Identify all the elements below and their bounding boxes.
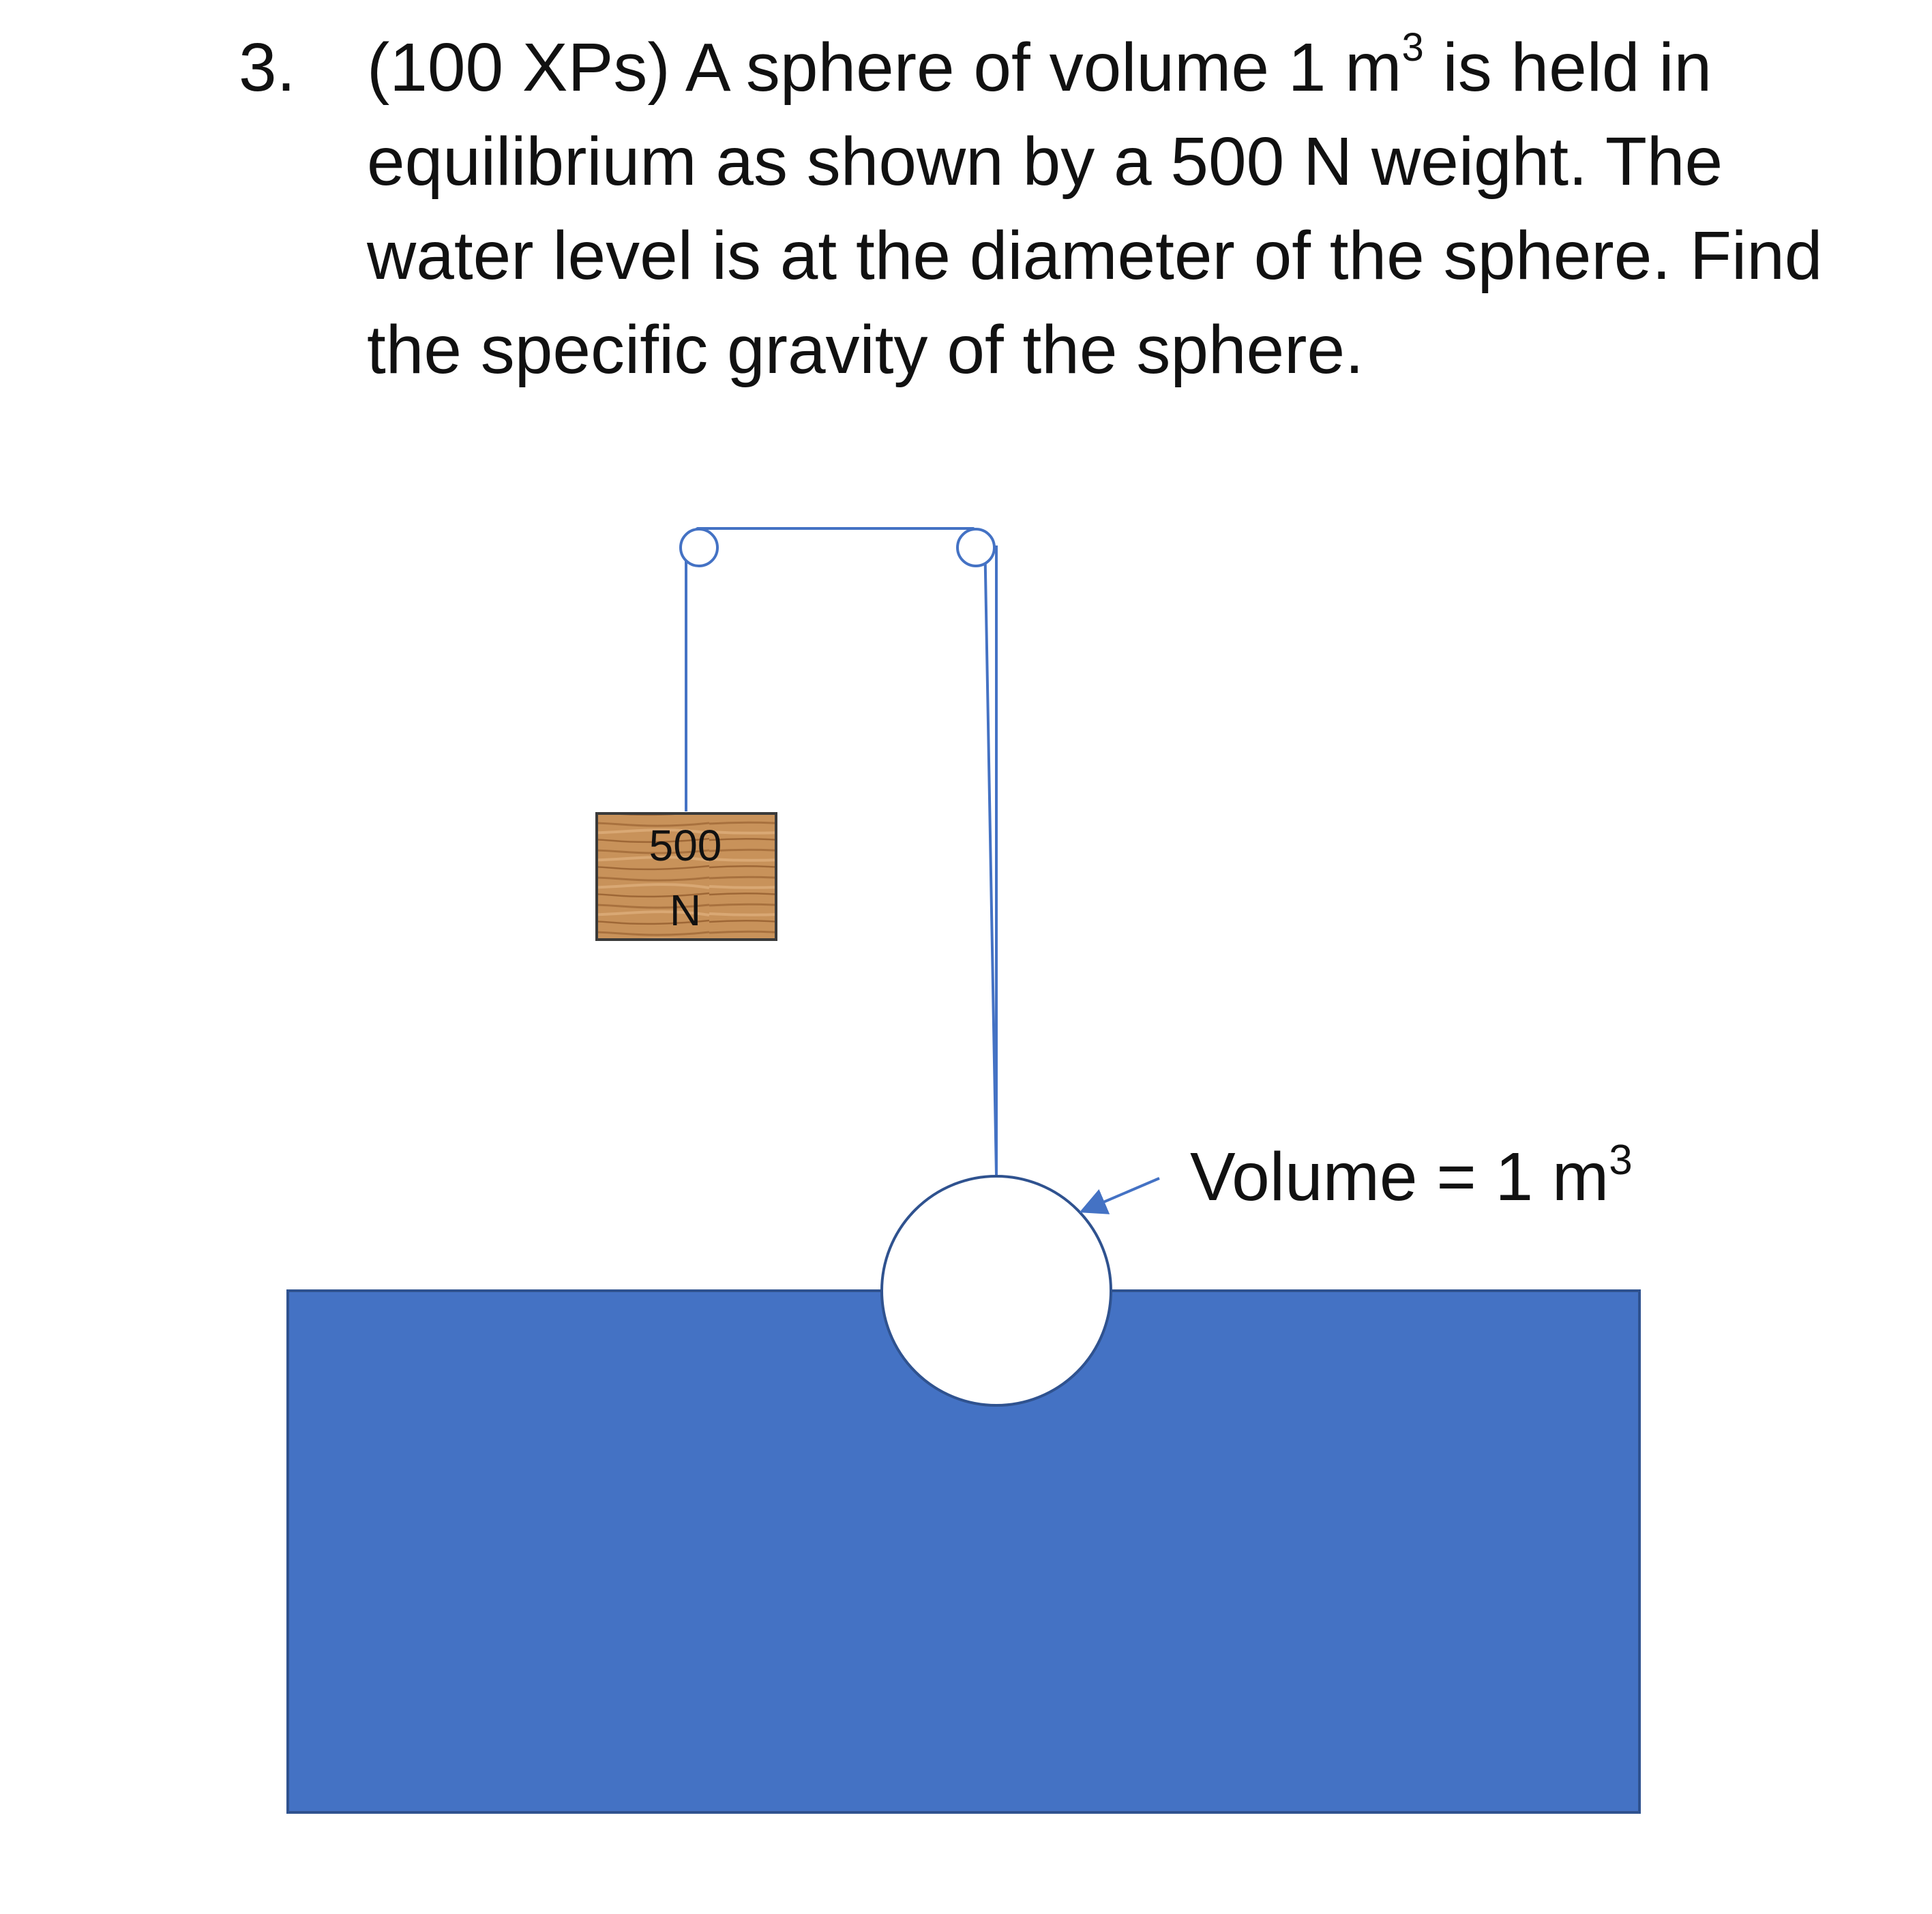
weight-label-value: 500 xyxy=(649,821,722,870)
volume-label-text: Volume = 1 m xyxy=(1190,1139,1609,1215)
sphere xyxy=(882,1176,1111,1405)
problem-text-end: is held in equilibrium as shown by a 500 N weight. The water level is at the diameter of the sphere. Find the specific gravity of the sphere. xyxy=(367,29,1823,388)
volume-pointer-arrow xyxy=(1084,1178,1159,1210)
weight-label-unit: N xyxy=(669,886,702,935)
volume-label xyxy=(1190,1137,1633,1215)
problem-text-start: (100 XPs) A sphere of volume 1 m xyxy=(367,29,1402,106)
right-pulley xyxy=(957,529,994,566)
left-pulley xyxy=(681,529,717,566)
problem-superscript: 3 xyxy=(1401,25,1424,70)
volume-label-superscript: 3 xyxy=(1609,1137,1633,1184)
problem-number: 3. xyxy=(239,29,296,106)
